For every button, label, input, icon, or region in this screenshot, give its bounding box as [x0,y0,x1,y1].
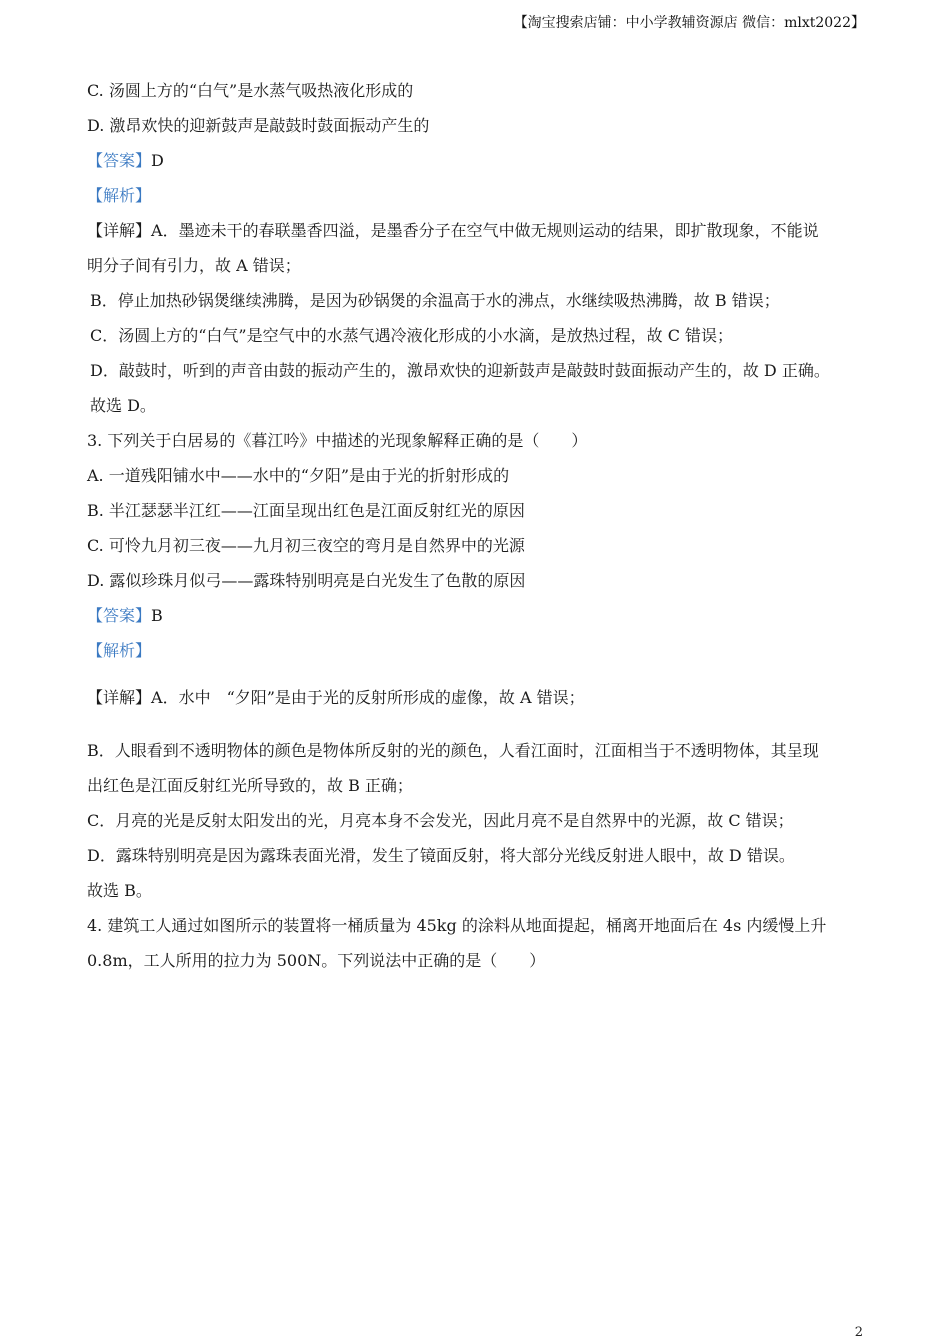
q3-analysis [87,639,867,674]
q4-stem-line2: 0.8m，工人所用的拉力为 500N。下列说法中正确的是（ ） [87,951,546,970]
answer-tag: 【答案】 [87,151,152,170]
detail-tag: 【详解】 [87,221,152,240]
q4-stem-line1: 4. 建筑工人通过如图所示的装置将一桶质量为 45kg 的涂料从地面提起，桶离开地面后在 4s 内缓慢上升 [87,916,827,935]
q3-detail-b-line2: 出红色是江面反射红光所导致的，故 B 正确； [87,776,413,795]
q3-choose: 故选 B。 [87,881,152,900]
q3-answer [87,604,867,639]
q2-detail-a-line1 [87,219,867,254]
analysis-tag: 【解析】 [87,641,152,660]
q3-option-a: A. 一道残阳铺水中——水中的“夕阳”是由于光的折射形成的 [87,466,510,485]
q2-choose: 故选 D。 [90,396,156,415]
q3-stem: 3. 下列关于白居易的《暮江吟》中描述的光现象解释正确的是（ ） [87,431,588,450]
detail-tag: 【详解】 [87,688,152,707]
detail-text: A．水中 “夕阳”是由于光的反射所形成的虚像，故 A 错误； [151,688,585,707]
q2-analysis [87,184,867,219]
q3-detail-b-line1: B．人眼看到不透明物体的颜色是物体所反射的光的颜色，人看江面时，江面相当于不透明物体，其呈现 [87,741,819,760]
q3-detail-c: C．月亮的光是反射太阳发出的光，月亮本身不会发光，因此月亮不是自然界中的光源，故 C 错误； [87,811,794,830]
page-number: 2 [854,1325,863,1340]
q2-option-d: D. 激昂欢快的迎新鼓声是敲鼓时鼓面振动产生的 [87,116,430,135]
q3-option-b: B. 半江瑟瑟半江红——江面呈现出红色是江面反射红光的原因 [87,501,525,520]
answer-value: B [151,606,163,625]
q3-option-c: C. 可怜九月初三夜——九月初三夜空的弯月是自然界中的光源 [87,536,525,555]
analysis-tag: 【解析】 [87,186,152,205]
q2-answer [87,149,867,184]
q3-detail-a [87,686,867,727]
detail-text: A．墨迹未干的春联墨香四溢，是墨香分子在空气中做无规则运动的结果，即扩散现象，不能说 [151,221,819,240]
q3-detail-d: D．露珠特别明亮是因为露珠表面光滑，发生了镜面反射，将大部分光线反射进人眼中，故 D 错误。 [87,846,795,865]
q2-detail-d: D．敲鼓时，听到的声音由鼓的振动产生的，激昂欢快的迎新鼓声是敲鼓时鼓面振动产生的，故 D 正确。 [90,361,830,380]
shop-header: 【淘宝搜索店铺：中小学教辅资源店 微信：mlxt2022】 [513,15,865,31]
q2-option-c: C. 汤圆上方的“白气”是水蒸气吸热液化形成的 [87,81,414,100]
q2-detail-c: C．汤圆上方的“白气”是空气中的水蒸气遇冷液化形成的小水滴，是放热过程，故 C 错误； [90,326,734,345]
answer-value: D [151,151,164,170]
document-body [87,79,867,984]
q3-option-d: D. 露似珍珠月似弓——露珠特别明亮是白光发生了色散的原因 [87,571,526,590]
q2-detail-a-line2: 明分子间有引力，故 A 错误； [87,256,301,275]
answer-tag: 【答案】 [87,606,152,625]
q2-detail-b: B．停止加热砂锅煲继续沸腾，是因为砂锅煲的余温高于水的沸点，水继续吸热沸腾，故 B 错误； [90,291,780,310]
